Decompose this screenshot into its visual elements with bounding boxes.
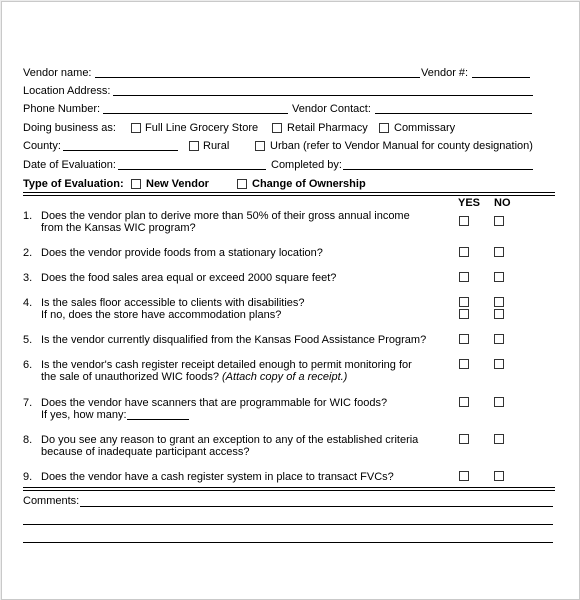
full-line-grocery-checkbox[interactable] — [131, 123, 141, 133]
no-column-header: NO — [494, 197, 511, 209]
question-text: Does the vendor have scanners that are programmable for WIC foods? — [41, 397, 388, 409]
vendor-number-label: Vendor #: — [421, 67, 469, 79]
question-number: 7. — [23, 397, 33, 409]
question-number: 9. — [23, 471, 33, 483]
new-vendor-label: New Vendor — [146, 178, 209, 190]
location-label: Location Address: — [23, 85, 111, 97]
q6-no-checkbox[interactable] — [494, 359, 504, 369]
question-text-line2: from the Kansas WIC program? — [41, 222, 196, 234]
retail-pharmacy-checkbox[interactable] — [272, 123, 282, 133]
phone-label: Phone Number: — [23, 103, 101, 115]
vendor-contact-label: Vendor Contact: — [292, 103, 371, 115]
question-number: 2. — [23, 247, 33, 259]
commissary-label: Commissary — [394, 122, 456, 134]
yes-column-header: YES — [458, 197, 481, 209]
change-of-ownership-label: Change of Ownership — [252, 178, 366, 190]
question-text: Is the vendor currently disqualified from the Kansas Food Assistance Program? — [41, 334, 427, 346]
completed-by-field[interactable] — [343, 169, 533, 170]
question-text-line2: If no, does the store have accommodation plans? — [41, 309, 282, 321]
q9-yes-checkbox[interactable] — [459, 471, 469, 481]
urban-label: Urban (refer to Vendor Manual for county designation) — [270, 140, 533, 152]
commissary-checkbox[interactable] — [379, 123, 389, 133]
question-number: 5. — [23, 334, 33, 346]
section-divider — [23, 490, 555, 491]
new-vendor-checkbox[interactable] — [131, 179, 141, 189]
q4-yes-checkbox[interactable] — [459, 297, 469, 307]
rural-checkbox[interactable] — [189, 141, 199, 151]
vendor-contact-field[interactable] — [375, 113, 532, 114]
vendor-name-field[interactable] — [95, 77, 420, 78]
completed-by-label: Completed by: — [271, 159, 342, 171]
date-of-evaluation-field[interactable] — [118, 169, 266, 170]
date-of-evaluation-label: Date of Evaluation: — [23, 159, 116, 171]
question-text: Is the sales floor accessible to clients with disabilities? — [41, 297, 305, 309]
question-text: Is the vendor's cash register receipt detailed enough to permit monitoring for — [41, 359, 412, 371]
retail-pharmacy-label: Retail Pharmacy — [287, 122, 368, 134]
question-text: Does the vendor plan to derive more than 50% of their gross annual income — [41, 210, 410, 222]
county-field[interactable] — [63, 150, 178, 151]
urban-checkbox[interactable] — [255, 141, 265, 151]
question-number: 8. — [23, 434, 33, 446]
question-text: Does the vendor have a cash register system in place to transact FVCs? — [41, 471, 394, 483]
q8-yes-checkbox[interactable] — [459, 434, 469, 444]
q7-no-checkbox[interactable] — [494, 397, 504, 407]
question-text: Do you see any reason to grant an exception to any of the established criteria — [41, 434, 419, 446]
type-of-evaluation-label: Type of Evaluation: — [23, 178, 124, 190]
comments-line[interactable] — [23, 524, 553, 525]
receipt-note: (Attach copy of a receipt.) — [222, 371, 348, 383]
question-text: Does the vendor provide foods from a stationary location? — [41, 247, 323, 259]
q5-yes-checkbox[interactable] — [459, 334, 469, 344]
q7-yes-checkbox[interactable] — [459, 397, 469, 407]
q6-yes-checkbox[interactable] — [459, 359, 469, 369]
question-text-line2: because of inadequate participant access? — [41, 446, 250, 458]
comments-label: Comments: — [23, 495, 80, 507]
q4-no-checkbox[interactable] — [494, 297, 504, 307]
vendor-name-label: Vendor name: — [23, 67, 92, 79]
evaluation-form — [1, 1, 580, 600]
comments-line[interactable] — [80, 506, 553, 507]
question-number: 6. — [23, 359, 33, 371]
q1-no-checkbox[interactable] — [494, 216, 504, 226]
q5-no-checkbox[interactable] — [494, 334, 504, 344]
rural-label: Rural — [203, 140, 230, 152]
question-text: Does the food sales area equal or exceed 2000 square feet? — [41, 272, 337, 284]
scanner-count-field[interactable] — [127, 419, 189, 420]
q4b-no-checkbox[interactable] — [494, 309, 504, 319]
phone-field[interactable] — [103, 113, 288, 114]
q3-yes-checkbox[interactable] — [459, 272, 469, 282]
section-divider — [23, 487, 555, 488]
question-number: 1. — [23, 210, 33, 222]
question-number: 3. — [23, 272, 33, 284]
section-divider — [23, 192, 555, 193]
comments-line[interactable] — [23, 542, 553, 543]
full-line-grocery-label: Full Line Grocery Store — [145, 122, 259, 134]
question-text-line2: If yes, how many: — [41, 409, 127, 421]
q3-no-checkbox[interactable] — [494, 272, 504, 282]
question-text-line2: the sale of unauthorized WIC foods? (Attach copy of a receipt.) — [41, 371, 348, 383]
q8-no-checkbox[interactable] — [494, 434, 504, 444]
question-number: 4. — [23, 297, 33, 309]
q2-no-checkbox[interactable] — [494, 247, 504, 257]
q1-yes-checkbox[interactable] — [459, 216, 469, 226]
q9-no-checkbox[interactable] — [494, 471, 504, 481]
q4b-yes-checkbox[interactable] — [459, 309, 469, 319]
doing-business-label: Doing business as: — [23, 122, 116, 134]
change-of-ownership-checkbox[interactable] — [237, 179, 247, 189]
vendor-number-field[interactable] — [472, 77, 530, 78]
section-divider — [23, 195, 555, 196]
location-field[interactable] — [113, 95, 533, 96]
q2-yes-checkbox[interactable] — [459, 247, 469, 257]
county-label: County: — [23, 140, 61, 152]
